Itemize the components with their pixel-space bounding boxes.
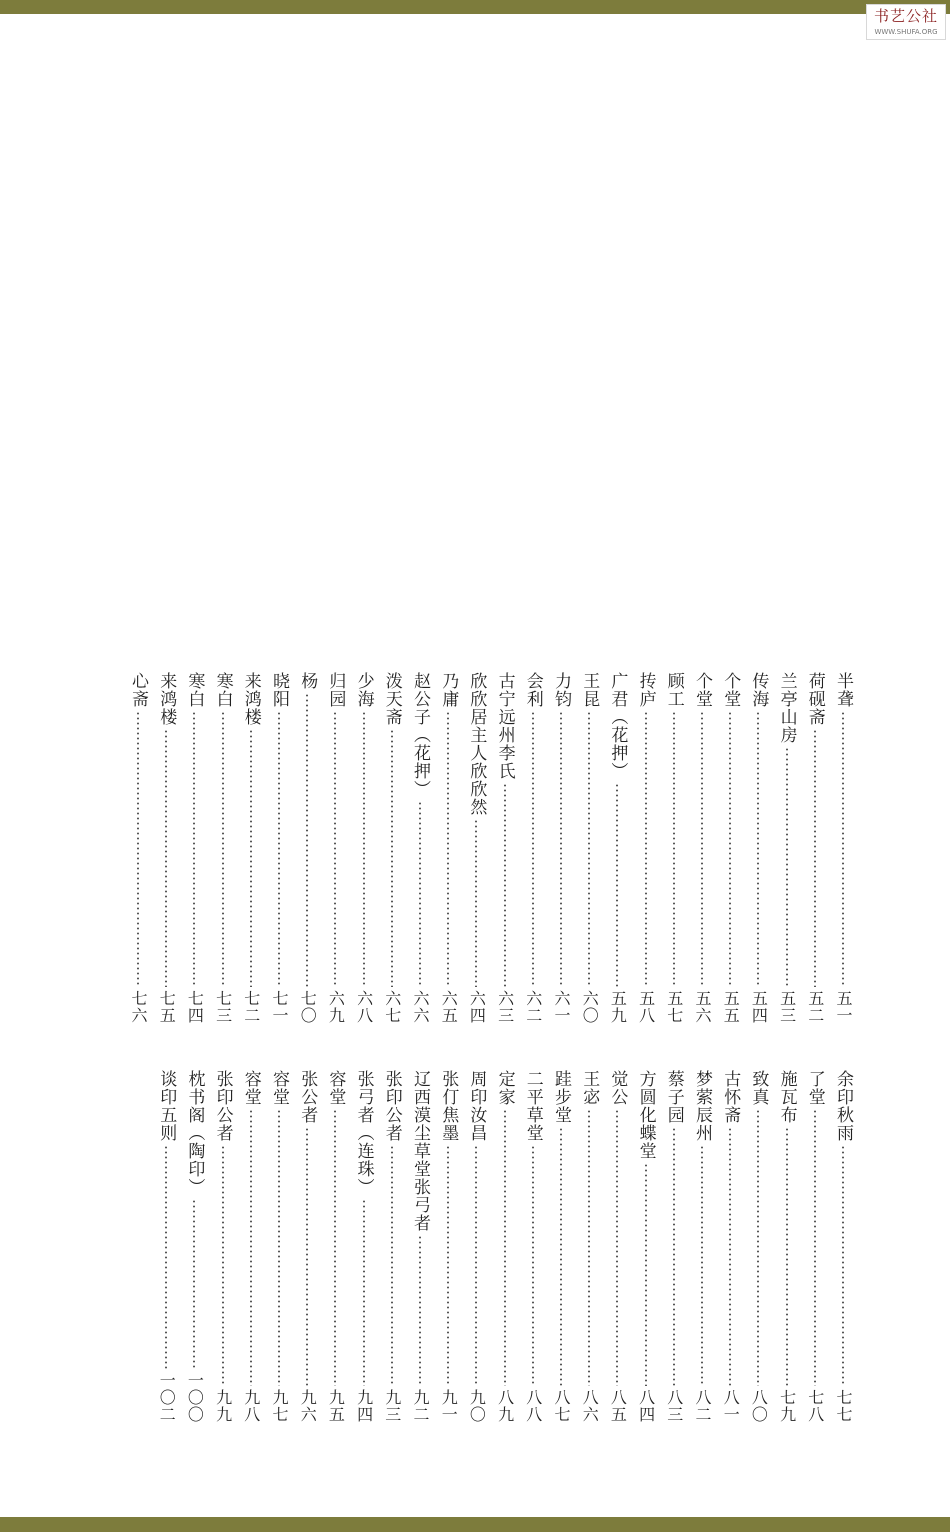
toc-entry-title: 古宁远州李氏 — [494, 672, 515, 780]
dot-leader — [701, 1145, 703, 1386]
toc-entry-page: 五六 — [693, 990, 712, 1024]
toc-entry — [661, 672, 687, 1024]
toc-entry — [548, 1070, 574, 1423]
toc-entry — [210, 672, 236, 1024]
toc-entry-title: 泼天斋 — [381, 672, 402, 726]
toc-entry-page: 六二 — [523, 990, 543, 1024]
toc-entry-title: 周印汝昌 — [466, 1070, 487, 1142]
dot-leader — [306, 693, 308, 987]
dot-leader — [363, 1199, 365, 1386]
toc-entry-title: 梦萦辰州 — [692, 1070, 712, 1142]
toc-entry-page: 九〇 — [467, 1389, 487, 1423]
toc-entry-page: 五七 — [664, 990, 684, 1024]
dot-leader — [165, 1145, 167, 1369]
toc-entry-page: 六五 — [439, 990, 459, 1024]
toc-entry-title: 王昆 — [579, 672, 600, 708]
watermark-url: WWW.SHUFA.ORG — [874, 28, 938, 36]
toc-entry-title: 晓阳 — [269, 672, 289, 708]
dot-leader — [645, 711, 647, 987]
toc-entry-page: 五八 — [636, 990, 656, 1024]
toc-entry-title: 张仃焦墨 — [438, 1070, 459, 1142]
dot-leader — [419, 801, 421, 987]
dot-leader — [447, 1145, 449, 1386]
dot-leader — [842, 711, 844, 987]
toc-entry — [604, 1070, 630, 1423]
dot-leader — [560, 711, 562, 987]
toc-entry-title: 辽西漠尘草堂张弓者 — [410, 1070, 430, 1232]
toc-entry-title: 方圆化蝶堂 — [635, 1070, 656, 1160]
dot-leader — [701, 711, 703, 987]
dot-leader — [391, 1145, 393, 1386]
dot-leader — [786, 1127, 788, 1386]
toc-entry-title: 余印秋雨 — [833, 1070, 853, 1142]
toc-entry-page: 六七 — [382, 990, 402, 1024]
toc-entry-page: 八三 — [664, 1389, 684, 1423]
toc-entry — [802, 1070, 828, 1423]
toc-entry-page: 八八 — [523, 1389, 543, 1423]
toc-entry-title: 蔡子园 — [663, 1070, 684, 1124]
toc-entry — [520, 672, 546, 1024]
toc-entry-page: 六〇 — [580, 990, 600, 1024]
toc-entry-title: 容堂 — [325, 1070, 346, 1106]
toc-entry — [294, 1070, 320, 1423]
toc-entry-title: 归园 — [325, 672, 346, 708]
toc-entry — [322, 1070, 348, 1423]
dot-leader — [250, 1109, 252, 1386]
dot-leader — [504, 1109, 506, 1386]
toc-entry — [210, 1070, 236, 1423]
toc-entry — [181, 672, 207, 1024]
toc-entry — [238, 1070, 264, 1423]
toc-entry-page: 八五 — [608, 1389, 628, 1423]
toc-entry-title: 乃庸 — [438, 672, 459, 708]
toc-entry-page: 七一 — [270, 990, 289, 1024]
toc-entry-page: 一〇二 — [157, 1372, 177, 1423]
toc-entry — [576, 672, 602, 1024]
dot-leader — [306, 1127, 308, 1386]
dot-leader — [673, 1127, 675, 1386]
toc-entry — [830, 672, 856, 1024]
dot-leader — [588, 711, 590, 987]
toc-entry-page: 九三 — [382, 1389, 402, 1423]
toc-entry-title: 顾工 — [663, 672, 684, 708]
dot-leader — [222, 1145, 224, 1386]
toc-entry — [548, 672, 574, 1024]
toc-entry-page: 六三 — [495, 990, 515, 1024]
toc-entry — [153, 672, 179, 1024]
dot-leader — [278, 711, 280, 987]
toc-entry-title: 张公者 — [297, 1070, 318, 1124]
toc-entry-page: 九五 — [326, 1389, 346, 1423]
toc-entry — [379, 672, 405, 1024]
toc-entry-title: 张印公者 — [212, 1070, 233, 1142]
dot-leader — [419, 1235, 421, 1386]
toc-entry — [463, 1070, 489, 1423]
toc-entry — [661, 1070, 687, 1423]
dot-leader — [363, 711, 365, 987]
toc-entry — [717, 672, 743, 1024]
toc-entry-page: 七六 — [129, 990, 148, 1024]
toc-entry — [266, 672, 292, 1024]
toc-entry-title: 容堂 — [269, 1070, 289, 1106]
toc-entry — [520, 1070, 546, 1423]
toc-entry-page: 五五 — [721, 990, 741, 1024]
toc-entry — [802, 672, 828, 1024]
toc-entry-page: 六九 — [326, 990, 346, 1024]
toc-entry — [830, 1070, 856, 1423]
toc-entry-title: 了堂 — [804, 1070, 825, 1106]
dot-leader — [729, 711, 731, 987]
toc-entry-page: 一〇〇 — [185, 1372, 205, 1423]
toc-entry-page: 七五 — [157, 990, 177, 1024]
dot-leader — [475, 1145, 477, 1386]
toc-entry-title: 抟庐 — [635, 672, 656, 708]
toc-entry-title: 王宓 — [579, 1070, 600, 1106]
toc-entry-title: 传海 — [748, 672, 769, 708]
toc-entry — [379, 1070, 405, 1423]
toc-entry — [294, 672, 320, 1024]
dot-leader — [165, 729, 167, 987]
toc-entry-page: 九六 — [298, 1389, 318, 1423]
bottom-band — [0, 1517, 950, 1532]
toc-entry-page: 七二 — [241, 990, 261, 1024]
dot-leader — [814, 729, 816, 987]
toc-entry-page: 七四 — [185, 990, 205, 1024]
toc-entry — [633, 1070, 659, 1423]
toc-entry-page: 八七 — [552, 1389, 571, 1423]
toc-entry — [407, 1070, 433, 1423]
toc-entry-title: 二平草堂 — [522, 1070, 543, 1142]
toc-entry-page: 九八 — [241, 1389, 261, 1423]
toc-entry — [181, 1070, 207, 1423]
toc-entry — [604, 672, 630, 1024]
toc-entry-title: 谈印五则 — [156, 1070, 177, 1142]
dot-leader — [137, 711, 139, 987]
dot-leader — [193, 1199, 195, 1369]
toc-entry-title: 个堂 — [692, 672, 712, 708]
toc-entry-title: 赵公子（花押） — [410, 672, 430, 798]
toc-entry-page: 九七 — [270, 1389, 289, 1423]
watermark-mark: 书艺公社 — [873, 7, 938, 25]
toc-entry-title: 欣欣居主人欣欣然 — [466, 672, 487, 816]
dot-leader — [250, 729, 252, 987]
toc-entry-page: 六一 — [552, 990, 571, 1024]
toc-entry-page: 九二 — [411, 1389, 430, 1423]
dot-leader — [222, 711, 224, 987]
dot-leader — [278, 1109, 280, 1386]
toc-entry-page: 五三 — [777, 990, 797, 1024]
toc-entry-title: 心斋 — [128, 672, 148, 708]
toc-entry-page: 七九 — [777, 1389, 797, 1423]
toc-entry-page: 五九 — [608, 990, 628, 1024]
toc-entry — [407, 672, 433, 1024]
toc-entry-title: 杨 — [297, 672, 318, 690]
toc-entry-page: 五四 — [749, 990, 769, 1024]
watermark-logo — [866, 4, 946, 40]
toc-entry-title: 荷砚斋 — [804, 672, 825, 726]
toc-entry-page: 五一 — [834, 990, 853, 1024]
toc-entry-title: 施瓦布 — [776, 1070, 797, 1124]
toc-entry-title: 兰亭山房 — [776, 672, 797, 744]
toc-entry — [774, 1070, 800, 1423]
toc-entry-page: 七七 — [834, 1389, 853, 1423]
toc-entry-page: 六八 — [354, 990, 374, 1024]
top-band — [0, 0, 950, 14]
dot-leader — [673, 711, 675, 987]
toc-entry — [774, 672, 800, 1024]
toc-entry-page: 七〇 — [298, 990, 318, 1024]
toc-entry-title: 致真 — [748, 1070, 769, 1106]
toc-entry-page: 八〇 — [749, 1389, 769, 1423]
dot-leader — [391, 729, 393, 987]
toc-entry — [576, 1070, 602, 1423]
toc-entry-page: 九四 — [354, 1389, 374, 1423]
dot-leader — [334, 711, 336, 987]
toc-entry — [435, 1070, 461, 1423]
toc-entry-page: 八六 — [580, 1389, 600, 1423]
toc-entry-title: 个堂 — [720, 672, 741, 708]
toc-entry — [266, 1070, 292, 1423]
toc-entry-title: 广君（花押） — [607, 672, 628, 780]
toc-entry — [717, 1070, 743, 1423]
dot-leader — [842, 1145, 844, 1386]
toc-entry — [492, 1070, 518, 1423]
dot-leader — [616, 1109, 618, 1386]
toc-entry-title: 张弓者（连珠） — [353, 1070, 374, 1196]
toc-entry — [435, 672, 461, 1024]
dot-leader — [447, 711, 449, 987]
dot-leader — [729, 1127, 731, 1386]
dot-leader — [532, 711, 534, 987]
toc-entry-title: 定家 — [494, 1070, 515, 1106]
toc-entry — [745, 672, 771, 1024]
toc-entry — [351, 1070, 377, 1423]
toc-entry-page: 七八 — [805, 1389, 825, 1423]
toc-entry-title: 张印公者 — [381, 1070, 402, 1142]
toc-entry-page: 六四 — [467, 990, 487, 1024]
toc-entry — [125, 672, 151, 1024]
toc-entry — [689, 1070, 715, 1423]
toc-entry-page: 九九 — [213, 1389, 233, 1423]
dot-leader — [532, 1145, 534, 1386]
toc-entry-title: 力钧 — [551, 672, 571, 708]
dot-leader — [757, 711, 759, 987]
dot-leader — [645, 1163, 647, 1386]
toc-entry-title: 跬步堂 — [551, 1070, 571, 1124]
toc-entry — [633, 672, 659, 1024]
toc-entry — [351, 672, 377, 1024]
dot-leader — [193, 711, 195, 987]
toc-entry-page: 六六 — [411, 990, 430, 1024]
toc-entry-page: 九一 — [439, 1389, 459, 1423]
dot-leader — [588, 1109, 590, 1386]
toc-entry-title: 少海 — [353, 672, 374, 708]
toc-entry — [492, 672, 518, 1024]
toc-entry-title: 来鸿楼 — [156, 672, 177, 726]
toc-entry-page: 八一 — [721, 1389, 741, 1423]
dot-leader — [757, 1109, 759, 1386]
toc-entry-title: 容堂 — [240, 1070, 261, 1106]
toc-entry-page: 五二 — [805, 990, 825, 1024]
toc-entry-title: 觉公 — [607, 1070, 628, 1106]
dot-leader — [475, 819, 477, 987]
toc-entry-title: 古怀斋 — [720, 1070, 741, 1124]
dot-leader — [786, 747, 788, 987]
toc-entry-page: 八九 — [495, 1389, 515, 1423]
toc-entry-page: 七三 — [213, 990, 233, 1024]
dot-leader — [504, 783, 506, 987]
toc-entry-title: 寒白 — [212, 672, 233, 708]
dot-leader — [814, 1109, 816, 1386]
toc-entry — [745, 1070, 771, 1423]
dot-leader — [560, 1127, 562, 1386]
dot-leader — [616, 783, 618, 987]
toc-entry — [322, 672, 348, 1024]
dot-leader — [334, 1109, 336, 1386]
toc-entry — [463, 672, 489, 1024]
toc-entry-title: 枕书阁（陶印） — [184, 1070, 205, 1196]
toc-entry-page: 八二 — [693, 1389, 712, 1423]
toc-entry-page: 八四 — [636, 1389, 656, 1423]
toc-entry-title: 寒白 — [184, 672, 205, 708]
toc-entry-title: 半聋 — [833, 672, 853, 708]
toc-entry — [689, 672, 715, 1024]
toc-entry-title: 来鸿楼 — [240, 672, 261, 726]
toc-entry — [153, 1070, 179, 1423]
toc-entry — [238, 672, 264, 1024]
toc-entry-title: 会利 — [522, 672, 543, 708]
